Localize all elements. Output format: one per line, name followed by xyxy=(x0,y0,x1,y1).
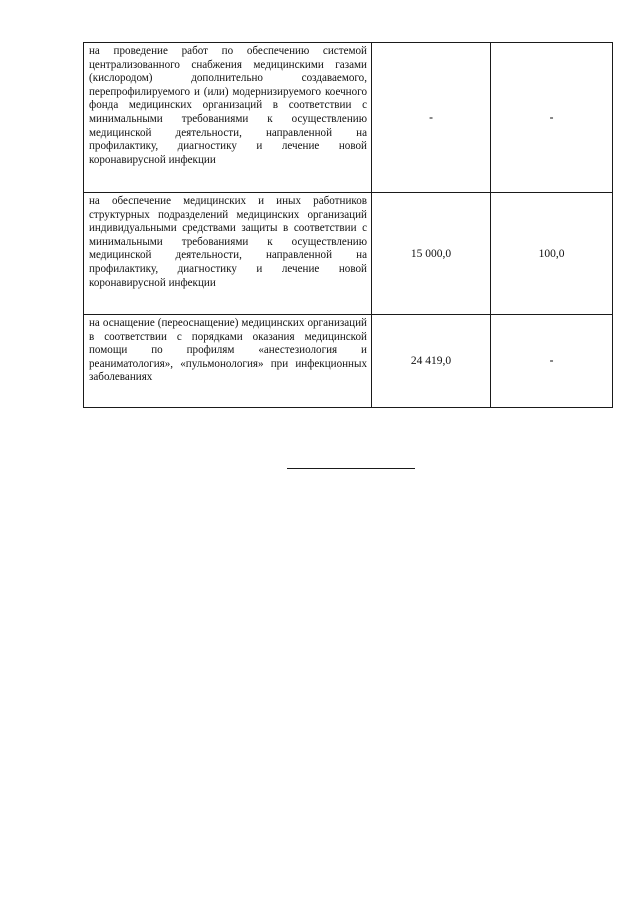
row-value-2-text: - xyxy=(549,355,554,367)
row-value-1-text: - xyxy=(429,111,433,124)
row-value-2 xyxy=(491,315,613,408)
end-of-document-line xyxy=(287,468,415,469)
table-row xyxy=(84,43,613,193)
row-description: на оснащение (переоснащение) медицинских организаций в соответствии с порядками оказания медицинской помощи по профилям «анестезиология и реаниматология», «пульмонология» при инфекционных заболеваниях xyxy=(84,315,372,408)
row-description: на обеспечение медицинских и иных работников структурных подразделений медицинских организаций индивидуальными средствами защиты в соответствии с минимальными требованиями к осуществлению медицинской деятельности, направленной на профилактику, диагностику и лечение новой коронавирусной инфекции xyxy=(84,193,372,315)
allocation-table xyxy=(83,42,613,408)
row-value-1: 24 419,0 xyxy=(372,315,491,408)
table-row xyxy=(84,193,613,315)
row-description: на проведение работ по обеспечению системой централизованного снабжения медицинскими газами (кислородом) дополнительно создаваемого, перепрофилируемого и (или) модернизируемого коечного фонда медицинских организаций в соответствии с минимальными требованиями к осуществлению медицинской деятельности, направленной на профилактику, диагностику и лечение новой коронавирусной инфекции xyxy=(84,43,372,193)
row-value-1 xyxy=(372,43,491,193)
table-row xyxy=(84,315,613,408)
row-value-2 xyxy=(491,43,613,193)
row-value-2: 100,0 xyxy=(491,193,613,315)
row-value-2-text: - xyxy=(549,111,554,124)
row-value-1: 15 000,0 xyxy=(372,193,491,315)
